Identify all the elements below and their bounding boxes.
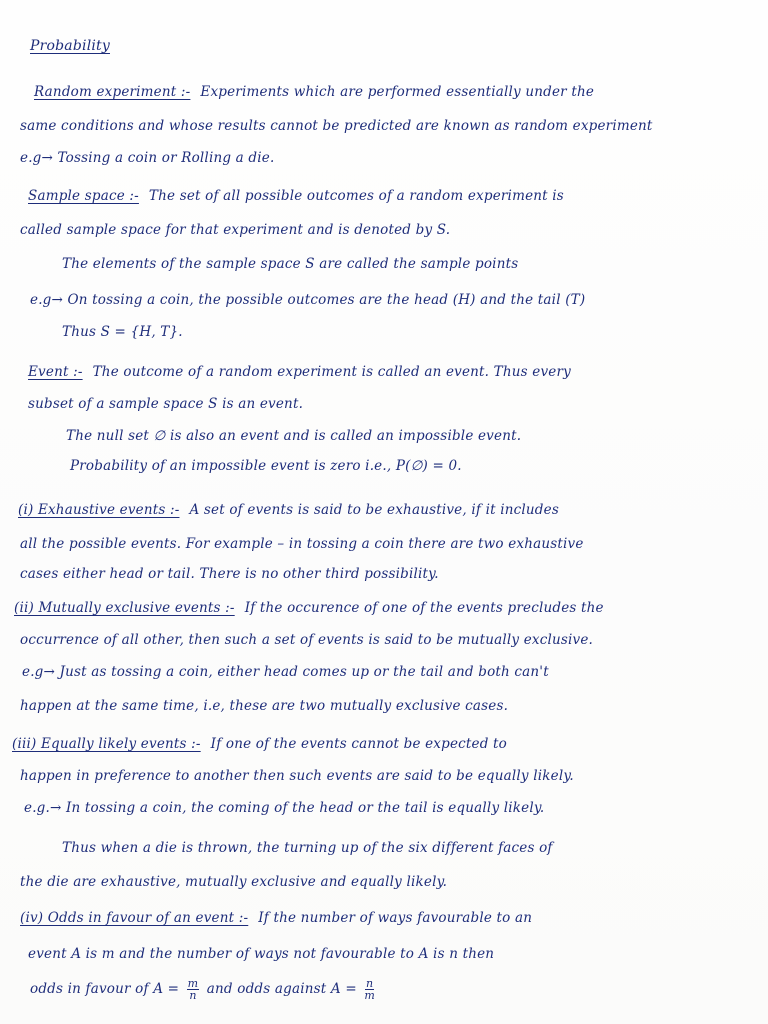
mutually-exclusive-line-3: e.g→ Just as tossing a coin, either head comes up or the tail and both can't <box>22 664 549 680</box>
odds-against-numerator: n <box>366 977 374 990</box>
event-line-2: subset of a sample space S is an event. <box>28 396 304 412</box>
exhaustive-line-1 <box>18 502 559 518</box>
random-experiment-line-1 <box>34 84 594 100</box>
odds-favour-fraction <box>187 978 200 1001</box>
odds-favour-denominator: n <box>189 989 197 1002</box>
odds-text-1: If the number of ways favourable to an <box>258 910 533 926</box>
exhaustive-line-2: all the possible events. For example – in tossing a coin there are two exhaustive <box>20 536 584 552</box>
exhaustive-heading: (i) Exhaustive events :- <box>18 502 180 518</box>
equally-likely-heading: (iii) Equally likely events :- <box>12 736 201 752</box>
odds-against-fraction <box>364 978 375 1001</box>
mutually-exclusive-heading: (ii) Mutually exclusive events :- <box>14 600 235 616</box>
sample-space-example: e.g→ On tossing a coin, the possible outcomes are the head (H) and the tail (T) <box>30 292 586 308</box>
equally-likely-line-1 <box>12 736 507 752</box>
odds-heading: (iv) Odds in favour of an event :- <box>20 910 249 926</box>
mutually-exclusive-line-4: happen at the same time, i.e, these are two mutually exclusive cases. <box>20 698 509 714</box>
equally-likely-line-3: e.g.→ In tossing a coin, the coming of the head or the tail is equally likely. <box>24 800 545 816</box>
exhaustive-line-3: cases either head or tail. There is no other third possibility. <box>20 566 439 582</box>
odds-line-3 <box>30 978 378 1001</box>
odds-favour-numerator: m <box>187 977 199 990</box>
mutually-exclusive-line-2: occurrence of all other, then such a set of events is said to be mutually exclusive. <box>20 632 594 648</box>
sample-space-thus: Thus S = {H, T}. <box>62 324 183 340</box>
equally-likely-line-2: happen in preference to another then such events are said to be equally likely. <box>20 768 574 784</box>
sample-space-line-2: called sample space for that experiment and is denoted by S. <box>20 222 451 238</box>
odds-line-1 <box>20 910 532 926</box>
equally-likely-line-5: the die are exhaustive, mutually exclusive and equally likely. <box>20 874 448 890</box>
random-experiment-text-1: Experiments which are performed essentially under the <box>200 84 595 100</box>
odds-line-2: event A is m and the number of ways not favourable to A is n then <box>28 946 495 962</box>
exhaustive-text-1: A set of events is said to be exhaustive, if it includes <box>189 502 559 518</box>
random-experiment-heading: Random experiment :- <box>34 84 191 100</box>
odds-against-denominator: m <box>364 989 375 1002</box>
event-heading: Event :- <box>28 364 83 380</box>
event-line-3: The null set ∅ is also an event and is called an impossible event. <box>66 428 522 444</box>
event-line-1 <box>28 364 571 380</box>
sample-space-line-3: The elements of the sample space S are called the sample points <box>62 256 519 272</box>
event-line-4: Probability of an impossible event is zero i.e., P(∅) = 0. <box>70 458 462 474</box>
mutually-exclusive-line-1 <box>14 600 604 616</box>
random-experiment-example: e.g→ Tossing a coin or Rolling a die. <box>20 150 275 166</box>
sample-space-line-1 <box>28 188 564 204</box>
equally-likely-text-1: If one of the events cannot be expected to <box>210 736 508 752</box>
page-title: Probability <box>30 38 110 54</box>
mutually-exclusive-text-1: If the occurence of one of the events precludes the <box>244 600 604 616</box>
odds-against-text: and odds against A = <box>206 981 357 997</box>
random-experiment-line-2: same conditions and whose results cannot be predicted are known as random experiment <box>20 118 653 134</box>
sample-space-text-1: The set of all possible outcomes of a random experiment is <box>148 188 564 204</box>
event-text-1: The outcome of a random experiment is called an event. Thus every <box>92 364 571 380</box>
sample-space-heading: Sample space :- <box>28 188 139 204</box>
odds-favour-text: odds in favour of A = <box>30 981 180 997</box>
equally-likely-line-4: Thus when a die is thrown, the turning up of the six different faces of <box>62 840 553 856</box>
